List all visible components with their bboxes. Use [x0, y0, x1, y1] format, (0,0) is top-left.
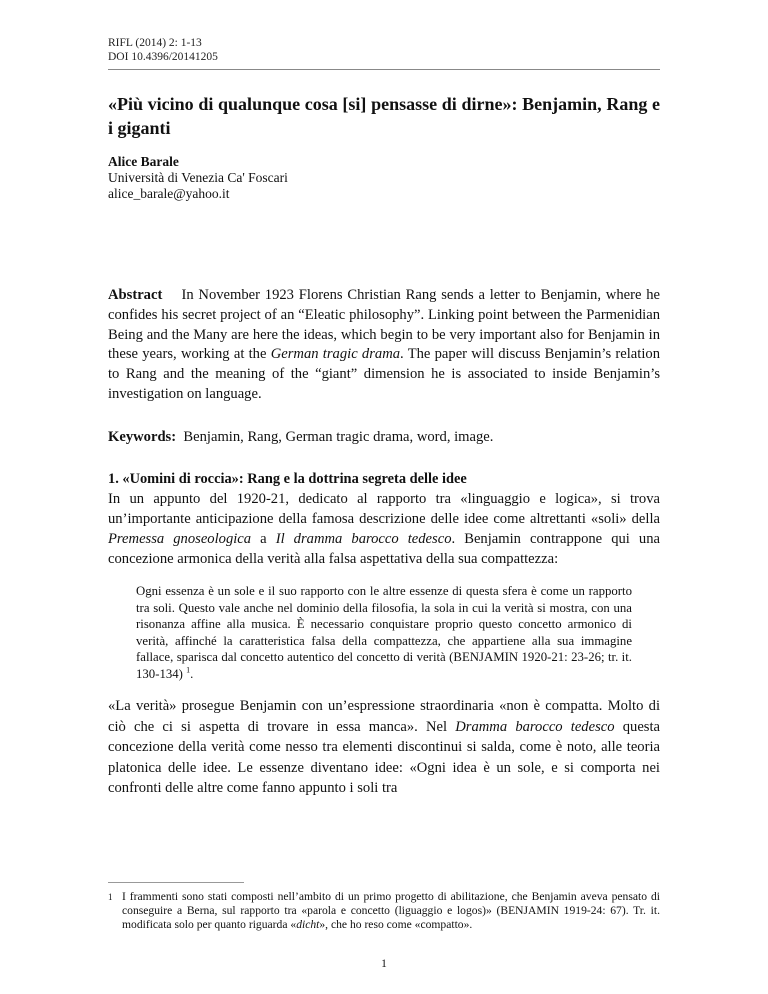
abstract [108, 286, 660, 405]
abstract-text-a: In November 1923 Florens Christian Rang sends a letter to Benjamin, where he confides his secret project of an “Eleatic philosophy”. Linking point between the Parmenidian Being and the Many are here the ideas, which begin to be very important also for Benjamin in these years, working at the [108, 287, 661, 363]
paragraph-2-text-a: «La verità» prosegue Benjamin con un’espressione straordinaria «non è compatta. Molto di ciò che ci si aspetta di trovare in essa manca». Nel [108, 698, 660, 735]
author-block [108, 154, 288, 202]
keywords [108, 428, 660, 447]
author-email[interactable]: alice_barale@yahoo.it [108, 186, 230, 201]
author-affiliation: Università di Venezia Ca' Foscari [108, 170, 288, 185]
journal-header [108, 36, 218, 64]
block-quote-end: . [190, 666, 194, 681]
abstract-text-b: . The paper will discuss Benjamin’s relation to Rang and the meaning of the “giant” dimension he is associated to inside Benjamin’s investigation on language. [108, 346, 660, 402]
paragraph-2 [108, 696, 660, 799]
block-quote [136, 583, 632, 682]
abstract-italic-work: German tragic drama [270, 346, 401, 363]
article-title: «Più vicino di qualunque cosa [si] pensasse di dirne»: Benjamin, Rang e i giganti [108, 94, 660, 138]
keywords-label: Keywords: [108, 429, 177, 445]
paragraph-1-italic-1: Premessa gnoseologica [108, 531, 252, 547]
paragraph-2-text-b: questa concezione della verità come nesso tra elementi discontinui si salda, come è noto, alle teoria platonica delle idee. Le essenze diventano idee: «Ogni idea è un sole, e si comporta nei confronti delle altre come fanno appunto i soli tra [108, 718, 661, 797]
footnote-divider [108, 882, 244, 883]
keywords-text: Benjamin, Rang, German tragic drama, word, image. [183, 429, 494, 445]
footnote-ref-1[interactable]: 1 [186, 665, 191, 675]
paragraph-1 [108, 489, 660, 569]
footnote-1 [108, 890, 660, 933]
footnote-text-a: I frammenti sono stati composti nell’ambito di un primo progetto di abilitazione, che Benjamin aveva pensato di conseguire a Berna, sul rapporto tra «parola e concetto (liguaggio e logos)» (BENJAMIN 1919-24: 67). Tr. it. modificata solo per quanto riguarda « [122, 890, 660, 932]
footnote-text-b: », che ho reso come «compatto». [319, 918, 473, 932]
paragraph-2-italic: Dramma barocco tedesco [455, 718, 615, 735]
paragraph-1-text-c: . Benjamin contrappone qui una concezione armonica della verità alla falsa aspettativa della sua compattezza: [108, 531, 660, 567]
block-quote-text: Ogni essenza è un sole e il suo rapporto con le altre essenze di questa sfera è come un rapporto tra soli. Questo vale anche nel dominio della filosofia, la sola in cui la verità si mostra, con una risonanza affine alla musica. È necessario conquistare proprio questo concetto armonico di verità, affinché la caratteristica falsa della compattezza, che appartiene alla sua immagine fallace, sparisca dal concetto autentico del concetto di verità (BENJAMIN 1920-21: 23-26; tr. it. 130-134) [136, 584, 632, 681]
author-name: Alice Barale [108, 154, 179, 169]
paragraph-1-text-a: In un appunto del 1920-21, dedicato al rapporto tra «linguaggio e logica», si trova un’importante anticipazione della famosa descrizione delle idee come altrettanti «soli» della [108, 491, 660, 527]
footnote-italic: dicht [296, 918, 320, 932]
section-1 [108, 470, 660, 799]
journal-doi: DOI 10.4396/20141205 [108, 51, 218, 63]
page-number: 1 [381, 958, 387, 970]
abstract-label: Abstract [108, 287, 163, 303]
paragraph-1-text-b: a [251, 531, 276, 547]
header-divider [108, 69, 660, 70]
section-heading: 1. «Uomini di roccia»: Rang e la dottrina segreta delle idee [108, 471, 467, 487]
journal-citation: RIFL (2014) 2: 1-13 [108, 37, 202, 49]
paragraph-1-italic-2: Il dramma barocco tedesco [275, 531, 452, 547]
footnote-number: 1 [108, 892, 113, 902]
